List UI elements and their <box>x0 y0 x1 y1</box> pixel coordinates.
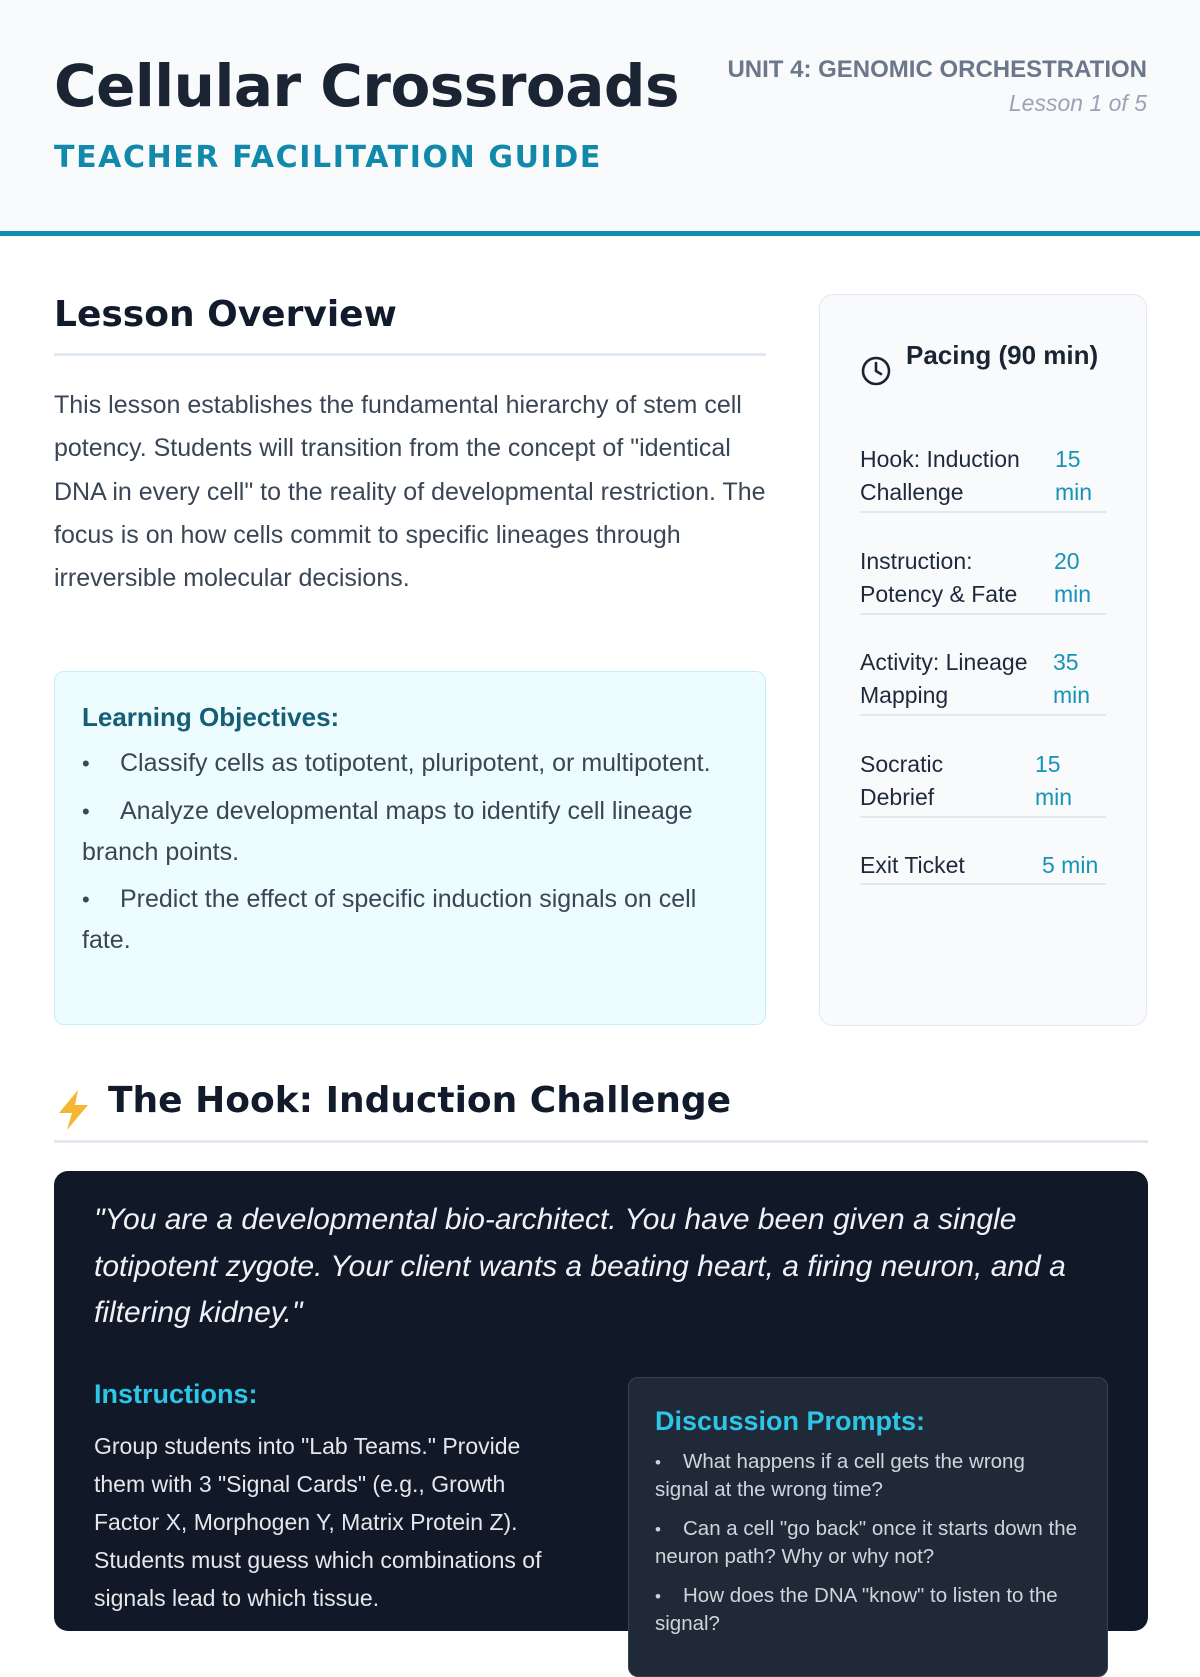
unit-label: UNIT 4: GENOMIC ORCHESTRATION <box>727 56 1147 83</box>
objective-item <box>82 879 738 960</box>
prompts-title: Discussion Prompts: <box>655 1406 926 1436</box>
bullet-icon: • <box>655 1587 661 1606</box>
page-header <box>0 0 1200 236</box>
pacing-row-time: 5 min <box>1042 852 1099 878</box>
bullet-icon: • <box>82 751 90 776</box>
prompts-list <box>655 1449 1081 1637</box>
bullet-icon: • <box>82 887 90 912</box>
page-title: Cellular Crossroads <box>54 52 679 120</box>
objective-item <box>82 743 738 784</box>
pacing-row-label: Exit Ticket <box>860 852 965 878</box>
pacing-row <box>860 443 1106 513</box>
prompt-text: What happens if a cell gets the wrong signal at the wrong time? <box>655 1450 1025 1501</box>
clock-icon <box>860 355 892 387</box>
objective-item <box>82 791 738 872</box>
bullet-icon: • <box>655 1520 661 1539</box>
bullet-icon: • <box>655 1453 661 1472</box>
page-subtitle: TEACHER FACILITATION GUIDE <box>54 140 602 175</box>
hook-heading: The Hook: Induction Challenge <box>108 1080 732 1121</box>
pacing-row-time: 20 min <box>1054 548 1092 607</box>
objectives-title: Learning Objectives: <box>82 702 340 732</box>
overview-paragraph: This lesson establishes the fundamental hierarchy of stem cell potency. Students will transition from the concept of "identical DNA in every cell" to the reality of developmental restriction. The focus is on how cells commit to specific lineages through irreversible molecular decisions. <box>54 391 766 593</box>
pacing-row <box>860 646 1106 716</box>
prompt-text: Can a cell "go back" once it starts down the neuron path? Why or why not? <box>655 1517 1078 1568</box>
pacing-row-time: 35 min <box>1053 649 1091 708</box>
prompt-item <box>655 1583 1081 1637</box>
pacing-row <box>860 748 1106 818</box>
objectives-list <box>82 743 738 960</box>
pacing-card <box>819 294 1147 1026</box>
pacing-row <box>860 849 1106 885</box>
hook-card <box>54 1171 1148 1635</box>
pacing-row-time: 15 min <box>1055 446 1093 505</box>
pacing-row-label: Activity: Lineage Mapping <box>860 649 1028 708</box>
pacing-row-time: 15 min <box>1035 751 1073 810</box>
discussion-prompts-box <box>628 1377 1108 1677</box>
objective-text: Analyze developmental maps to identify cell lineage branch points. <box>82 797 693 866</box>
bullet-icon: • <box>82 799 90 824</box>
hook-quote: "You are a developmental bio-architect. You have been given a single totipotent zygote. Your client wants a beating heart, a firing neuron, and a filtering kidney." <box>94 1203 1066 1329</box>
learning-objectives-box <box>54 671 766 1025</box>
pacing-row-label: Hook: Induction Challenge <box>860 446 1020 505</box>
objective-text: Predict the effect of specific induction signals on cell fate. <box>82 885 697 954</box>
prompt-item <box>655 1449 1081 1503</box>
lightning-bolt-icon <box>54 1088 94 1132</box>
prompt-item <box>655 1516 1081 1570</box>
pacing-row-label: Instruction: Potency & Fate <box>860 548 1018 607</box>
pacing-row <box>860 545 1106 615</box>
instructions-title: Instructions: <box>94 1379 258 1409</box>
overview-heading-block <box>54 294 766 356</box>
lesson-number: Lesson 1 of 5 <box>1008 90 1147 116</box>
pacing-title: Pacing (90 min) <box>906 340 1099 370</box>
prompt-text: How does the DNA "know" to listen to the signal? <box>655 1584 1058 1635</box>
overview-heading: Lesson Overview <box>54 294 397 335</box>
instructions-text: Group students into "Lab Teams." Provide them with 3 "Signal Cards" (e.g., Growth Factor X, Morphogen Y, Matrix Protein Z). Students must guess which combinations of signals lead to which tissue. <box>94 1433 542 1611</box>
objective-text: Classify cells as totipotent, pluripotent, or multipotent. <box>120 749 711 777</box>
pacing-row-label: Socratic Debrief <box>860 751 944 810</box>
hook-heading-block <box>54 1080 1148 1143</box>
